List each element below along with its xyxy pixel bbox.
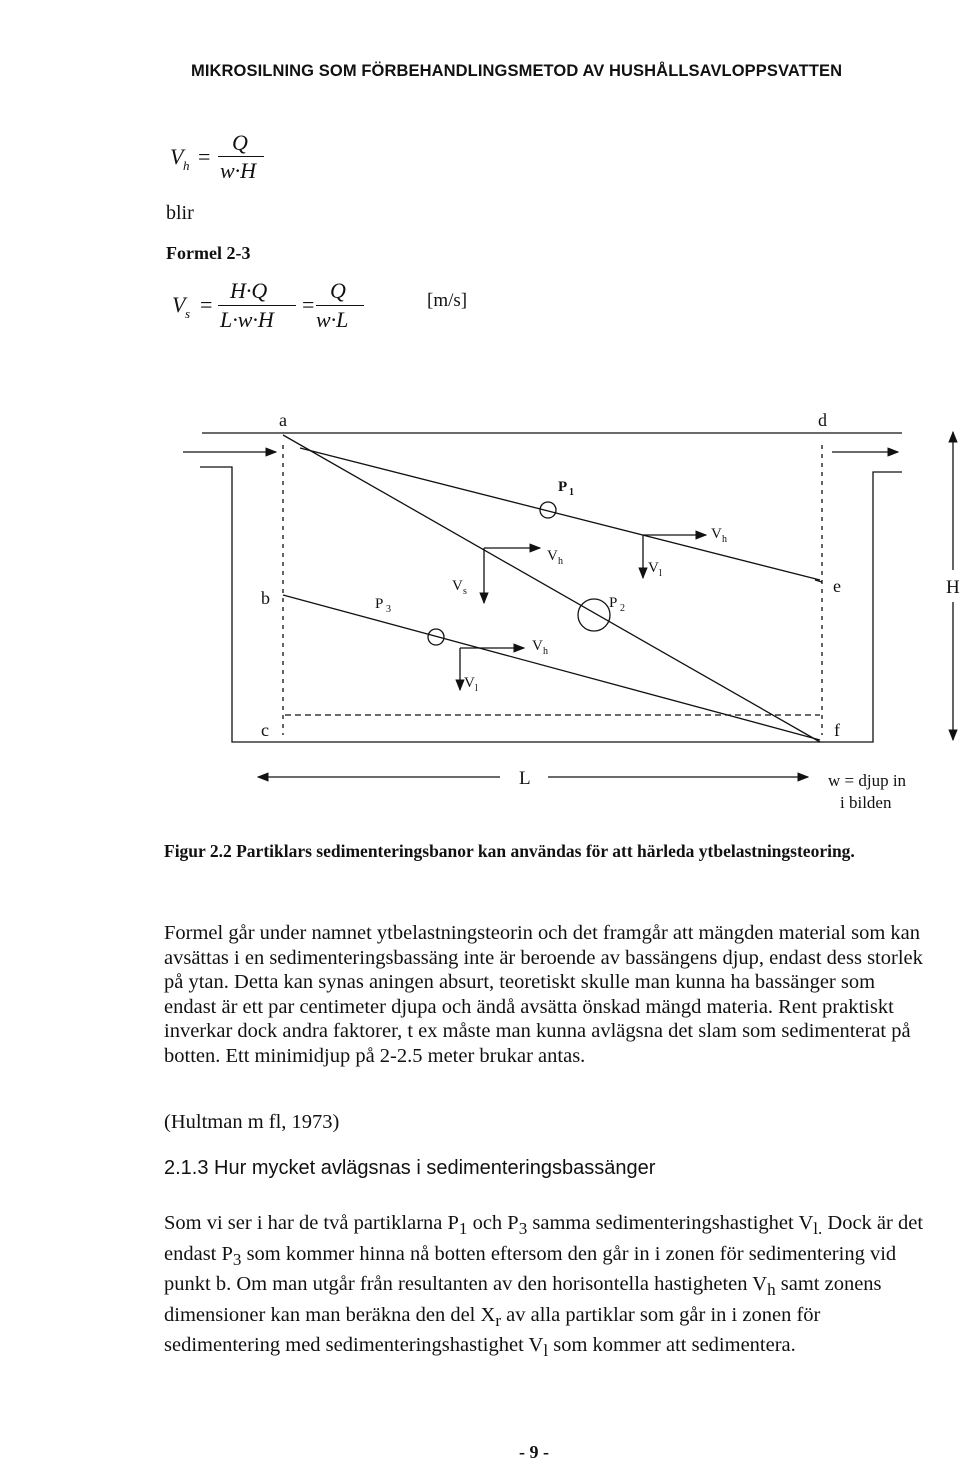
formula-vs-bar2 bbox=[316, 305, 364, 306]
formula-vh-num: Q bbox=[232, 130, 248, 155]
formula-vs-eq2: = bbox=[302, 292, 315, 317]
label-vh-1-sub: h bbox=[558, 556, 563, 567]
note-line2: i bilden bbox=[840, 793, 892, 812]
label-c: c bbox=[261, 720, 269, 740]
label-vl-2-sub: l bbox=[475, 683, 478, 694]
paragraph-1: Formel går under namnet ytbelastningsteorin och det framgår att mängden material som kan avsättas i en sedimenteringsbassäng inte är beroende av bassängens djup, endast dess storlek på ytan. Detta kan synas aningen absurt, teoretiskt skulle man kunna ha bassänger som endast är ett par centimeter djupa och ändå avsätta önskad mängd materia. Rent praktiskt inverkar dock andra faktorer, t ex måste man kunna avlägsna det slam som sedimenterat på botten. Ett minimidjup på 2-2.5 meter brukar antas. bbox=[164, 922, 923, 1067]
p2-sub-4: 3 bbox=[232, 1249, 242, 1269]
p2-text-8: som kommer att sedimentera. bbox=[548, 1334, 796, 1357]
trajectory-a-f bbox=[283, 435, 820, 742]
label-p3: P bbox=[375, 596, 384, 612]
trajectory-end-e bbox=[815, 580, 822, 582]
basin-right-wall bbox=[822, 472, 902, 742]
p2-sub-5: h bbox=[767, 1280, 776, 1300]
p2-sub-2: 3 bbox=[518, 1219, 528, 1239]
p2-text-1: Som vi ser i har de två partiklarna P bbox=[164, 1212, 459, 1234]
particle-p3 bbox=[428, 629, 444, 645]
particle-p2 bbox=[578, 599, 610, 631]
label-p2: P bbox=[609, 595, 618, 611]
label-b: b bbox=[261, 588, 270, 608]
p2-sub-1: 1 bbox=[458, 1219, 468, 1239]
label-p1: P bbox=[558, 479, 568, 495]
sedimentation-diagram bbox=[0, 400, 960, 820]
formula-vh-eq: = bbox=[198, 144, 211, 169]
citation: (Hultman m fl, 1973) bbox=[164, 1111, 340, 1133]
formula-vh-lhs: V bbox=[170, 144, 184, 169]
figure-caption: Figur 2.2 Partiklars sedimenteringsbanor kan användas för att härleda ytbelastningsteoring. bbox=[164, 841, 855, 861]
document-header: MIKROSILNING SOM FÖRBEHANDLINGSMETOD AV HUSHÅLLSAVLOPPSVATTEN bbox=[191, 62, 843, 80]
label-vl-1-sub: l bbox=[659, 568, 662, 579]
formula-vs-lhs-sub: s bbox=[185, 306, 191, 321]
p2-text-7: av alla partiklar som går in i zonen för sedimentering med sedimenteringshastighet V bbox=[164, 1303, 821, 1357]
label-l: L bbox=[519, 768, 531, 789]
formula-vs-num2: Q bbox=[330, 278, 346, 303]
formula-vs bbox=[172, 278, 372, 338]
label-p1-sub: 1 bbox=[569, 487, 574, 498]
blir-text: blir bbox=[166, 202, 194, 224]
basin-left-wall-bottom bbox=[200, 467, 822, 742]
formula-vs-lhs: V bbox=[172, 292, 186, 317]
p2-text-6: samt zonens dimensioner kan man beräkna den del X bbox=[164, 1273, 882, 1326]
p2-text-2: och P bbox=[467, 1212, 519, 1234]
label-p3-sub: 3 bbox=[386, 604, 391, 615]
formula-vs-den2: w·L bbox=[316, 307, 349, 332]
p2-sub-6: r bbox=[495, 1310, 501, 1330]
label-h: H bbox=[946, 577, 960, 598]
formula-vs-num1: H·Q bbox=[230, 278, 268, 303]
section-heading: 2.1.3 Hur mycket avlägsnas i sedimenteringsbassänger bbox=[164, 1157, 656, 1179]
label-vs-sub: s bbox=[463, 586, 467, 597]
p2-sub-3: l. bbox=[813, 1219, 823, 1239]
p2-text-3: samma sedimenteringshastighet V bbox=[527, 1212, 814, 1234]
label-vl-2: V bbox=[464, 675, 475, 691]
label-e: e bbox=[833, 576, 841, 596]
formula-vh bbox=[170, 130, 280, 190]
label-vh-2-sub: h bbox=[722, 534, 727, 545]
formel-label: Formel 2-3 bbox=[166, 243, 251, 263]
label-f: f bbox=[834, 720, 840, 740]
label-vh-3: V bbox=[532, 638, 543, 654]
label-vh-1: V bbox=[547, 548, 558, 564]
paragraph-2 bbox=[164, 1211, 924, 1364]
label-p2-sub: 2 bbox=[620, 603, 625, 614]
label-vs: V bbox=[452, 578, 463, 594]
p2-sub-7: l bbox=[543, 1341, 549, 1361]
formula-vh-fraction-bar bbox=[218, 156, 264, 157]
p2-text-4: Dock är det endast P bbox=[164, 1212, 924, 1265]
label-vh-2: V bbox=[711, 526, 722, 542]
formula-vh-den: w·H bbox=[220, 158, 257, 183]
label-a: a bbox=[279, 410, 287, 430]
formula-vs-eq1: = bbox=[200, 292, 213, 317]
page-number: - 9 - bbox=[519, 1442, 549, 1462]
p2-text-5: som kommer hinna nå botten eftersom den går in i zonen för sedimentering vid punkt b. Om man utgår från resultanten av den horisontella hastigheten V bbox=[164, 1242, 897, 1296]
trajectory-p3 bbox=[283, 595, 820, 740]
note-line1: w = djup in bbox=[828, 771, 907, 790]
formula-vh-lhs-sub: h bbox=[183, 158, 190, 173]
formula-unit: [m/s] bbox=[427, 290, 468, 311]
label-vh-3-sub: h bbox=[543, 646, 548, 657]
formula-vs-den1: L·w·H bbox=[220, 307, 274, 332]
label-vl-1: V bbox=[648, 560, 659, 576]
formula-vs-bar1 bbox=[218, 305, 296, 306]
label-d: d bbox=[818, 410, 827, 430]
